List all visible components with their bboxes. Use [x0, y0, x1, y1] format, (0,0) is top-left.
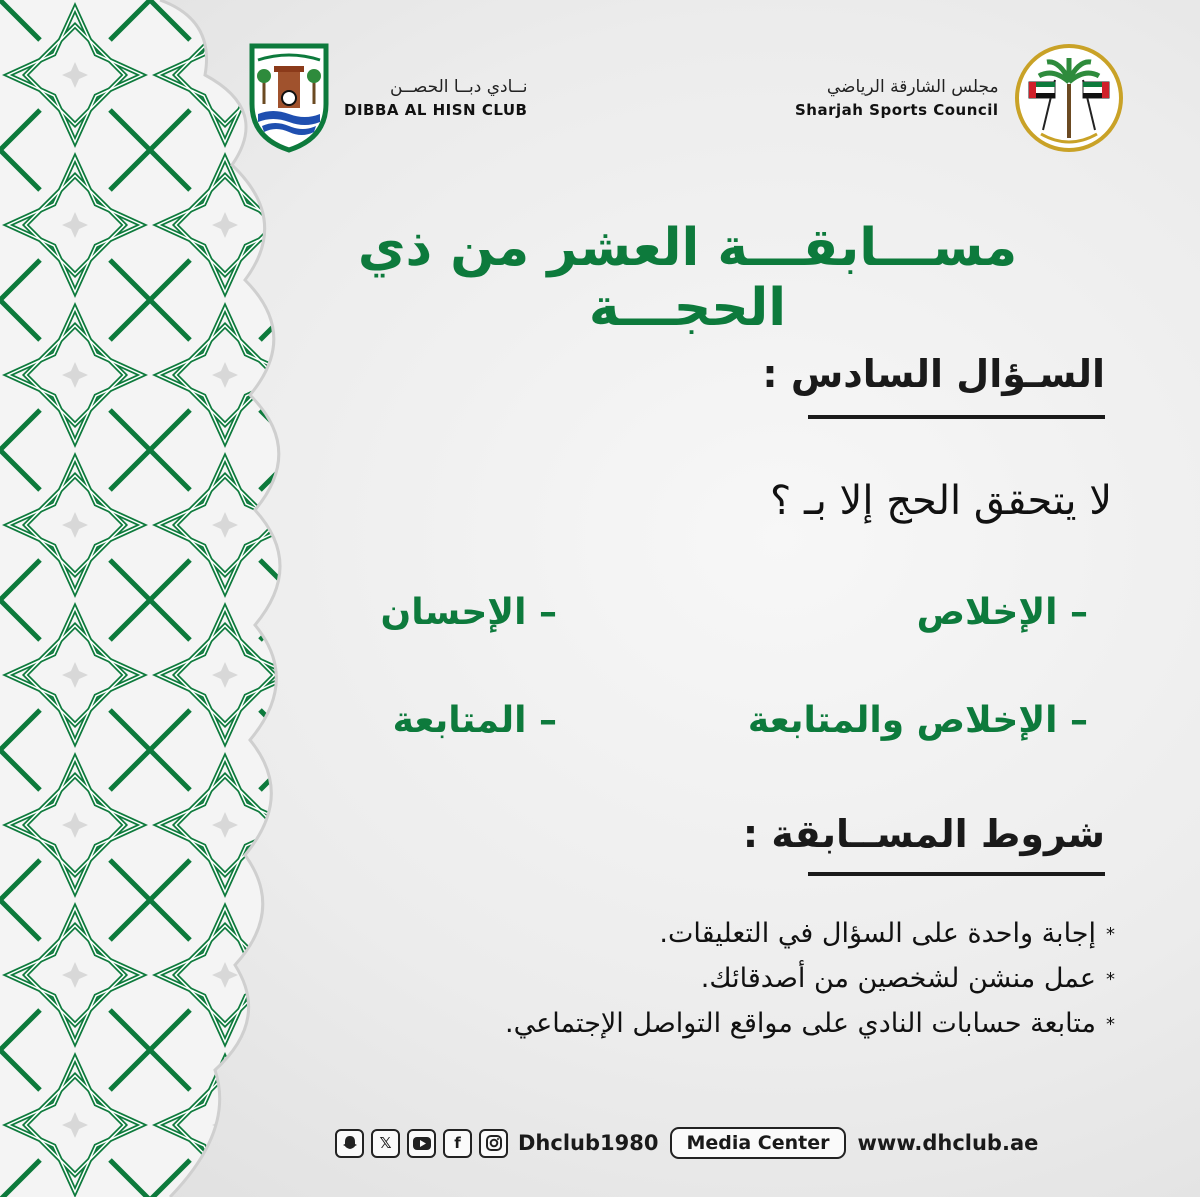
geometric-pattern-border [0, 0, 300, 1197]
dibba-al-hisn-logo [248, 42, 527, 154]
conditions-heading: شروط المســابقة : [742, 812, 1105, 856]
condition-item: * عمل منشن لشخصين من أصدقائك. [505, 963, 1115, 994]
youtube-icon[interactable] [407, 1129, 436, 1158]
option-ihsan: – الإحسان [380, 592, 557, 633]
x-icon[interactable]: 𝕏 [371, 1129, 400, 1158]
question-heading: السـؤال السادس : [762, 352, 1105, 396]
website-link[interactable]: www.dhclub.ae [857, 1131, 1039, 1155]
sharjah-council-name-en: Sharjah Sports Council [795, 101, 999, 119]
option-mutabaa: – المتابعة [392, 700, 557, 741]
sharjah-sports-council-logo [795, 42, 1125, 154]
media-center-label: Media Center [670, 1127, 845, 1159]
instagram-icon[interactable] [479, 1129, 508, 1158]
option-ikhlas-wal-mutabaa: – الإخلاص والمتابعة [747, 700, 1088, 741]
contest-title: مســـابقـــة العشر من ذي الحجـــة [357, 218, 1018, 338]
conditions-list [505, 918, 1115, 1053]
question-heading-underline [808, 415, 1105, 419]
dibba-club-name-ar: نــادي دبــا الحصــن [389, 77, 528, 97]
sharjah-council-name-ar: مجلس الشارقة الرياضي [826, 77, 999, 97]
dibba-crest-icon [248, 42, 330, 154]
social-handle[interactable]: Dhclub1980 [518, 1131, 659, 1155]
facebook-icon[interactable]: f [443, 1129, 472, 1158]
question-text: لا يتحقق الحج إلا بـ ؟ [770, 478, 1112, 524]
footer-bar [335, 1127, 1038, 1159]
dibba-club-name-en: DIBBA AL HISN CLUB [344, 101, 528, 119]
sharjah-emblem-icon [1013, 42, 1125, 154]
condition-item: * إجابة واحدة على السؤال في التعليقات. [505, 918, 1115, 949]
snapchat-icon[interactable] [335, 1129, 364, 1158]
condition-item: * متابعة حسابات النادي على مواقع التواصل الإجتماعي. [505, 1008, 1115, 1039]
conditions-heading-underline [808, 872, 1105, 876]
option-ikhlas: – الإخلاص [916, 592, 1088, 633]
